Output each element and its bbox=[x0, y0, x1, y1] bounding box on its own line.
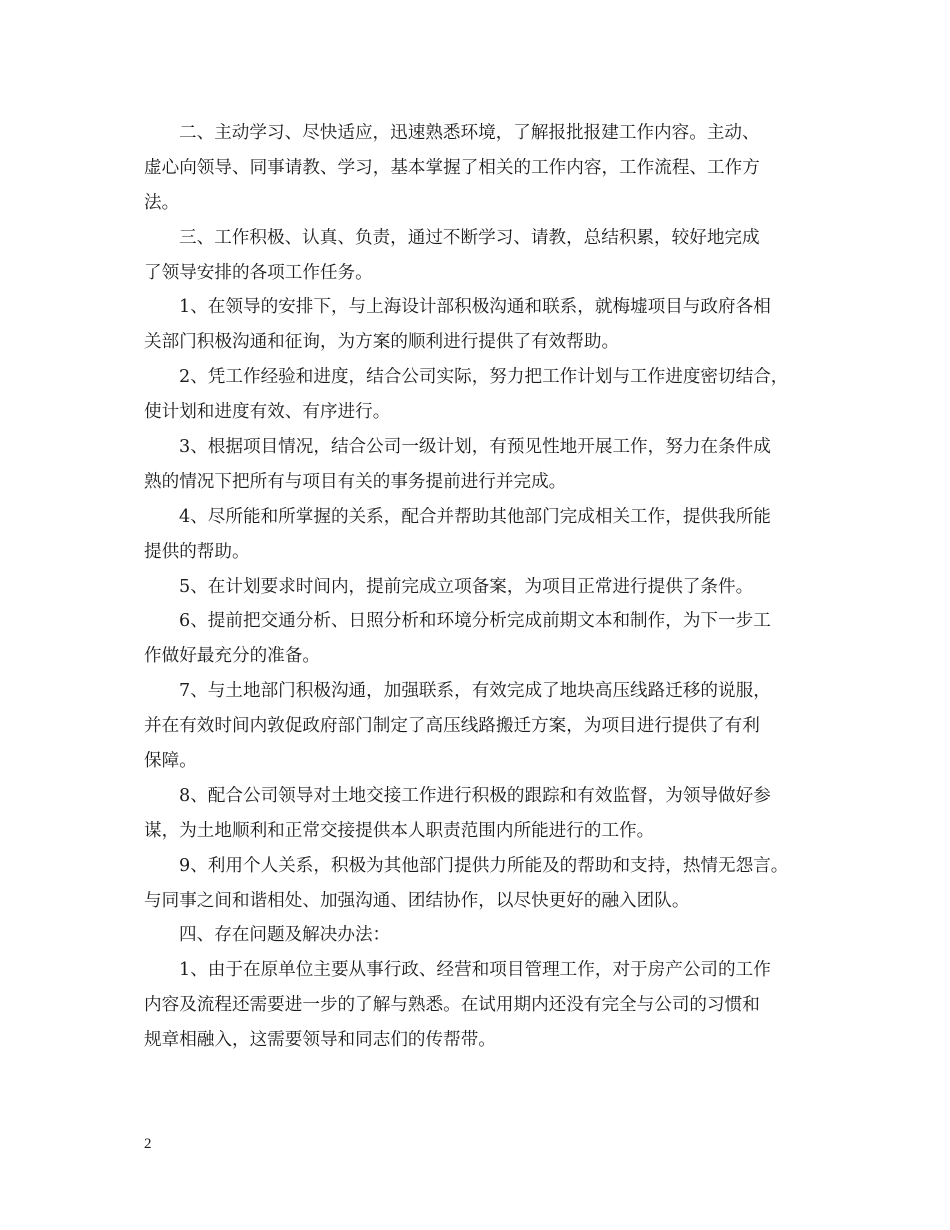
page-number: 2 bbox=[144, 1136, 152, 1152]
paragraph-line: 3、根据项目情况，结合公司一级计划，有预见性地开展工作，努力在条件成 bbox=[179, 437, 771, 458]
paragraph-line: 5、在计划要求时间内，提前完成立项备案，为项目正常进行提供了条件。 bbox=[179, 576, 754, 597]
paragraph-line: 了领导安排的各项工作任务。 bbox=[144, 262, 373, 283]
paragraph-line: 8、配合公司领导对土地交接工作进行积极的跟踪和有效监督，为领导做好参 bbox=[179, 785, 771, 806]
paragraph-line: 与同事之间和谐相处、加强沟通、团结协作，以尽快更好的融入团队。 bbox=[144, 890, 690, 911]
paragraph-line: 二、主动学习、尽快适应，迅速熟悉环境，了解报批报建工作内容。主动、 bbox=[179, 123, 760, 143]
paragraph-line: 规章相融入，这需要领导和同志们的传帮带。 bbox=[144, 1030, 496, 1051]
paragraph-line: 9、利用个人关系，积极为其他部门提供力所能及的帮助和支持，热情无怨言。 bbox=[179, 855, 789, 876]
paragraph-line: 使计划和进度有效、有序进行。 bbox=[144, 402, 391, 423]
paragraph-line: 1、由于在原单位主要从事行政、经营和项目管理工作，对于房产公司的工作 bbox=[179, 960, 771, 981]
paragraph-line: 并在有效时间内敦促政府部门制定了高压线路搬迁方案，为项目进行提供了有利 bbox=[144, 716, 760, 737]
paragraph-line: 熟的情况下把所有与项目有关的事务提前进行并完成。 bbox=[144, 471, 567, 492]
paragraph-line: 关部门积极沟通和征询，为方案的顺利进行提供了有效帮助。 bbox=[144, 332, 620, 353]
paragraph-line: 1、在领导的安排下，与上海设计部积极沟通和联系，就梅墟项目与政府各相 bbox=[179, 297, 771, 318]
section-heading: 四、存在问题及解决办法： bbox=[179, 925, 391, 946]
paragraph-line: 7、与土地部门积极沟通，加强联系，有效完成了地块高压线路迁移的说服， bbox=[179, 681, 771, 702]
paragraph-line: 内容及流程还需要进一步的了解与熟悉。在试用期内还没有完全与公司的习惯和 bbox=[144, 995, 760, 1016]
paragraph-line: 提供的帮助。 bbox=[144, 541, 250, 562]
paragraph-line: 2、凭工作经验和进度，结合公司实际，努力把工作计划与工作进度密切结合， bbox=[179, 367, 789, 388]
paragraph-line: 4、尽所能和所掌握的关系，配合并帮助其他部门完成相关工作，提供我所能 bbox=[179, 506, 771, 527]
paragraph-line: 虚心向领导、同事请教、学习，基本掌握了相关的工作内容，工作流程、工作方 bbox=[144, 157, 760, 178]
paragraph-line: 6、提前把交通分析、日照分析和环境分析完成前期文本和制作，为下一步工 bbox=[179, 611, 771, 632]
paragraph-line: 保障。 bbox=[144, 751, 197, 772]
paragraph-line: 作做好最充分的准备。 bbox=[144, 646, 320, 667]
paragraph-line: 三、工作积极、认真、负责，通过不断学习、请教，总结积累，较好地完成 bbox=[179, 227, 760, 248]
document-body bbox=[144, 116, 810, 1058]
paragraph-line: 谋，为土地顺利和正常交接提供本人职责范围内所能进行的工作。 bbox=[144, 820, 655, 841]
paragraph-line: 法。 bbox=[144, 192, 180, 213]
